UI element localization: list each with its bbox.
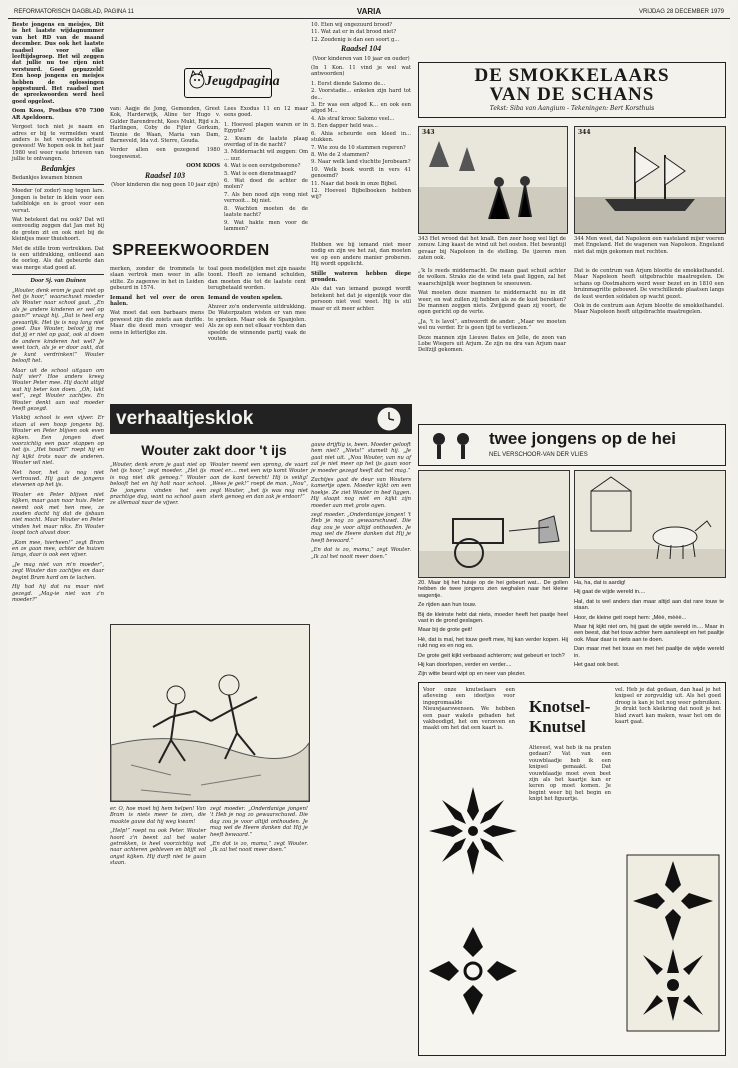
smokkelaars-credit: Tekst: Siba van Aangium - Tekeningen: Bert Korsthuis [489, 105, 655, 112]
spreek-col-1 [110, 266, 204, 396]
col1-paragraph: Met de stille trom vertrekken. Dat is een uitdrukking, ontleend aan de oorlog. Als dat gebeurde dan was merge stad goed af. [12, 245, 104, 271]
spreek-text: merken, zonder de trommels te slaan vertrok men weer in alle stilte. Zo zagenwe in het in Leiden gebeurd in 1574. [110, 266, 204, 292]
story-text: Vlakbij school is een vijver. Er staan al een hoop jongens bij. Wouter en Peter blijven ook even kijken. Een jongen doet voorzichtig een paar stappen op het ijs. „Het houdt!” roept hij en hij kijkt trots naar de anderen. Wouter wil niet. [12, 415, 104, 467]
snowflake-cutout-2 [425, 923, 521, 1019]
ice-rescue-drawing [111, 625, 309, 801]
smokkel-text: „Ja, 't is lavol”, antwoordt de ander. „Maar we moeten wel nu verder. Er is geen tijd te verliezen.” [418, 318, 566, 332]
caption-text: Hoor, de kleine geit roept hem: „Mèè, mèèè... [574, 614, 687, 621]
twee-jongens-author: NEL VERSCHOOR-VAN DER VLIES [489, 452, 588, 458]
story-col-2b [210, 806, 308, 1056]
twee-jongens-banner [418, 424, 726, 466]
bedankjes-text: Bedankjes kwamen binnen [12, 174, 83, 181]
question-item: 8. Wachten moeten de de laatste nacht? [224, 205, 308, 219]
comic-panel-343 [418, 126, 568, 234]
smokkel-text: „'k Is reeds middernacht. De maan gaat schuil achter de wolken. Straks zie de wind iets gaat liggen, zal het waarschijnlijk weer beginnen te sneeuwen. [418, 268, 566, 287]
story-text: zegt moeder. „Onderdanige jongen! 't Heb je nog zo gewaarschuwd. Die dag zou je voor altijd onthouden. Je mag wel de Heere danken dat Hij je heeft bewaard.” [210, 806, 308, 838]
caption-text: Maar bij de grote geit! [418, 627, 473, 634]
col1-paragraph: Vergeet toch niet je naam en adres er bij te vermelden want anders is het verspelde arbeid geweest! We hopen ook in het jaar 1980 wel weer vaste brieven van jullie te ontvangen. [12, 124, 104, 163]
jeugd-mid-text [110, 106, 220, 236]
knutsel-right-text [615, 687, 721, 837]
story-title: Wouter zakt door 't ijs [141, 442, 287, 458]
story-col-2 [210, 462, 308, 620]
story-text: gauw drijftig is, been. Moeder gelooft hem niet? „Niets!” stamelt hij. „Je gaat niet uit. „Nou Wouter, van nu af zal je niet meer op het ijs gaan voor je moeder gezegd heeft dat het mag.” [311, 442, 411, 474]
question-item: 4. Als straf krooc Salomo veel... [311, 115, 395, 122]
question-item: 8. Wie de 2 stammen? [311, 151, 370, 158]
question-item: 7. Als ben nood zijn vong niet verrooit... bij niet. [224, 191, 308, 205]
raadsel-103-questions [224, 106, 308, 236]
address-text: Oom Koos, Postbus 670 7300 AR Apeldoorn. [12, 108, 104, 121]
raadsel-104-heading: Raadsel 104 [340, 44, 382, 54]
header-date: VRIJDAG 28 DECEMBER 1979 [638, 9, 724, 15]
cat-icon [187, 70, 207, 96]
raadsel-103-intro: Lees Exodus 11 en 12 maar eens goed. [224, 106, 308, 119]
smokkel-caption-2 [574, 236, 724, 266]
question-item: 7. Wie zou de 10 stammen regeren? [311, 144, 406, 151]
story-text: Zachtjes gaat de deur van Wouters kamertje open. Moeder kijkt om een hoekje. Ze ziet Wouter in bed liggen. Hij slaapt nog niet en kijkt zijn moeder aan met grote ogen. [311, 477, 411, 509]
question-item: 2. Voorstadie... enkelen zijn hard tot de... [311, 88, 411, 101]
knutsel-title-1: Knotsel- [529, 697, 591, 716]
question-item: 9. Naar welk land vluchtte Jerobeam? [311, 159, 411, 166]
story-text: Maar uit de school uitgaan om half vier? Hoe anders kreeg Wouter Peter mee. Hij dacht altijd wat hij beter kon doen. „Oh, lukt wel”, zegt Wouter zachtjes. En Wouter denkt aan wat moeder heeft gezegd. [12, 367, 104, 412]
smokkel-body-left [418, 268, 566, 416]
caption-text: De grote geit kijkt verbaasd achterom; wat gebeurt er toch? [418, 652, 565, 659]
intro-text: Beste jongens en meisjes, Dit is het laatste wijdagnummer van het RD van de maand december. Dus ook het laatste raadsel voor elke leeftijdsgroep. Het wil zeggen dat jullie nu toe rijen niet verstuurd. Goed gepuzzeld! Een hoop jongens en meisjes hebben de oplossingen opgestuurd. Het raadsel met de spreekwoorden werd heel goed opgelost. [12, 22, 104, 105]
snowflake-cutout-1 [425, 783, 521, 879]
story-col-3 [311, 442, 411, 1054]
question-item: 6. Ahia scheurde een kleed in... stukken. [311, 130, 411, 144]
raadsel-103-sub: (Voor kinderen die nog geen 10 jaar zijn) [111, 182, 219, 189]
question-item: 10. Welk boek wordt in vers 41 genoemd? [311, 166, 411, 180]
story-text: „Wouter, denk erom je gaat niet op het ijs hoor,” zegt moeder. „Het ijs is nog niet dik genoeg.” Wouter belooft het en hij holt naar school. De jongens vinden het een prachtige dag, want na school gaan ze allemaal naar de vijver. [110, 462, 206, 507]
story-col-1b [110, 806, 206, 1056]
comic-panel-goat [574, 470, 726, 578]
question-item: 2. Kwam de laatste plaag overdag of in de nacht? [224, 135, 308, 149]
knutsel-mid-text [529, 745, 611, 1045]
spreek-text: toal geen modelijden met zijn naaste toont. Heeft zo iemand schulden, dan moeten die tot de laatste cent terugbetaald worden. [208, 266, 306, 292]
question-item: 11. Naar dat boek in onze Bijbel. [311, 180, 398, 187]
ship-drawing [575, 127, 725, 233]
spreek-text: Als dat van iemand gezegd wordt betekent het dat je eigenlijk voor die persoon niet veel weet. Hij is stil maar er zit meer achter. [311, 286, 411, 312]
caption-text: Bij de kleinste hebt dat niets, moeder heeft het paatje heel vast in de grond geslagen. [418, 611, 568, 625]
question-item: 1. Eerst diende Salomo de... [311, 80, 386, 87]
header-section: VARIA [356, 7, 382, 16]
question-item: 5. Een dapper held was... [311, 123, 378, 130]
question-item: 3. Er was een afgod K... en ook een afgod M... [311, 102, 411, 115]
question-item: 4. Wat is een eerstgeborene? [224, 163, 301, 170]
knutsel-title [529, 697, 590, 737]
smokkel-body-right [574, 268, 724, 416]
caption-text: Hij gaat de wijde wereld in.... [574, 589, 646, 596]
page-header [8, 6, 730, 19]
knutsel-text: Altevest, wat heb ik na praten gedaan? Vat van een vouwblaadje heb ik een knipsel gemaakt. Dat vouwblaadje moet even beet zijn als het kaartje kan er keren op moet komen. Je begint weer bij het begin en knipt het figuurtje. [529, 745, 611, 803]
knutsel-text: Voor onze knutselaars een afleveing een ideetjes voor ingegromaalde Nieuwjaarswensen. We hebben een paar wakels gebaden het vakboodigd, het om verzeven en maakt om het dat een kaart is. [423, 687, 515, 732]
smokkelaars-title-1: DE SMOKKELAARS [474, 65, 670, 86]
question-item: 6. Wat doed de achter de molen? [224, 178, 308, 191]
jeugdpagina-banner [184, 68, 280, 98]
story-text: „Je mag niet van m'n moeder”, zegt Wouter dan zachtjes en daar begint Bram hard om te lachen. [12, 561, 104, 581]
knutsel-text: vel. Heb je dat gedaan, dan haal je het knipsel er zorgvuldig uit. Als het goed droog is kan je het nog weer gebruiken. Je drukt toch kleikring dat nooit je het blad zwart kan maken, waar het om de kaart gaat. [615, 687, 721, 726]
question-item: 12. Hoeveel Bijbelboeken hebben wij? [311, 187, 411, 201]
jeugdpagina-title: Jeugdpagina [205, 74, 280, 89]
jeugd-wishes: Verder allen een gezegend 1980 toegewenst. [110, 147, 220, 160]
twee-caption-left [418, 580, 568, 678]
spreek-heading: Iemand de vouten spelen. [208, 294, 283, 301]
spreek-col-2 [208, 266, 306, 396]
spreek-text: Hebben we bij iemand niet meer nodig en zijn we het zat, dan moeten we op een andere manier proberen. Hij wordt opgelicht. [311, 242, 411, 268]
raadsel-104-sub: (Voor kinderen van 10 jaar en ouder) [312, 55, 410, 62]
story-text: er. O, hoe moet hij hem helpen! Van Bram is niets meer te zien, die maakte gauw dat hij weg kwam! [110, 806, 206, 825]
caption-text: Hal, dat is wel anders dan maar altijd aan dat rare touw te staan. [574, 598, 724, 612]
twee-caption-right [574, 580, 724, 669]
smokkel-text: Deze mannen zijn Lieuwe Bates en Jelle, de zoon van Lobe Wiegers uit Arjum. Ze zijn nu dra van Arjum naar Delfzijl gekomen. [418, 334, 566, 354]
caption-text: Dan maar met het touw en met het paaltje de wijde wereld in. [574, 646, 724, 659]
story-text: zegt moeder. „Onderdanige jongen! 't Heb je nog zo gewaarschuwd. Die dag zou je voor altijd onthouden. Je mag wel de Heere danken dat Hij je heeft bewaard.” [311, 512, 411, 544]
story-text: „Wouter, denk erom je gaat niet op het ijs hoor,” waarschuwt moeder als Wouter naar school gaat. „En als je andere kinderen er wel op gaan?” vraagt hij. „Dat is heel erg gevaarlijk. Het ijs is nog lang niet goed. Dus Wouter, beloof jij me dat jij er niet op gaat, ook al doen de andere kinderen het wel? Je weet toch, als je er door zakt, dat je kunt verdrinken!” Wouter belooft het. [12, 287, 104, 365]
left-column [12, 22, 104, 1056]
knutsel-section [418, 682, 726, 1056]
smokkel-text: Wat moeten deze mannen te middernacht nu in dit weer, en wat zullen zij hebben als ze de kust bereiken? De mannen zeggen niets. Zwijgend gaan zij voort, de ogen gericht op de verte. [418, 290, 566, 316]
story-text: „En dat is zo, mama,” zegt Wouter. „Ik zal het nooit meer doen.” [210, 841, 308, 854]
knutsel-title-2: Knutsel [529, 717, 586, 736]
smokkel-text: Dat is de centrum van Arjum blootte de smokkelhandel. Maar Napoleon heeft uitgebrachte maatregelen. De schans op Oostmahorn werd weer bezet en in 1810 een bruinmagritte gebouwd. De verschillende plaatsen langs de kust werden soldaten op wacht gezet. [574, 268, 724, 300]
story-col-1 [110, 462, 206, 620]
panel-number: 344 [578, 129, 591, 136]
question-item: 10. Eten wij ongezuurd brood? [311, 22, 393, 28]
caption-text: Maar hij kijkt niet om, hij gaat de wijde wereld in.... Maar in een beest, dat het touw achter hem aansleept en het paaltje ook. Maar daar is niets aan te doen. [574, 624, 724, 643]
question-item: 3. Middernacht wil zeggen: Om ... uur. [224, 149, 308, 162]
verhaaltjesklok-banner [110, 404, 412, 434]
smokkelaars-banner [418, 62, 726, 118]
story-text: Net hoor, het is nog niet vertrouwd. Hij gaat de jongens stevenen op het ijs. [12, 469, 104, 489]
caption-text: Ze rijden aan hun touw. [418, 602, 477, 609]
story-text: Hij had hij dat nu maar niet gezegd. „Mag-ie niet van z'n moeder?” [12, 584, 104, 603]
story-text: „En dat is zo, mama,” zegt Wouter. „Ik zal het nooit meer doen.” [311, 547, 411, 560]
header-left: REFORMATORISCH DAGBLAD, PAGINA 11 [14, 9, 134, 15]
story-text: Wouter neemt een sprong, de vaart moet er.... met een wip komt Wouter aan de kant terecht! Hij is veilig! „Wees je gek!” roept de man. „Nou”, zegt Wouter, „het ijs was nog niet sterk genoeg en dan zak je erdoor!” [210, 462, 308, 501]
spreek-col-3 [311, 242, 411, 396]
divider [12, 184, 104, 185]
verhaaltjesklok-title: verhaaltjesklok [116, 408, 254, 429]
clock-icon [372, 406, 406, 432]
knutsel-intro [423, 687, 515, 757]
newspaper-page [8, 6, 730, 1062]
question-item: 5. Wat is een dienstmaagd? [224, 170, 297, 177]
smokkelaars-title-2: VAN DE SCHANS [489, 84, 655, 105]
question-item: 9. Wat hakte men voor de lammen? [224, 219, 308, 232]
spreek-heading: Stille wateren hebben diepe gronden. [311, 270, 411, 284]
col1-paragraph: Wat betekent dat nu ook? Dat wil eenvoudig zeggen dat Jan met bij de groten zit en ook niet bij de kleintjes meer thuishoort. [12, 216, 104, 243]
story-text: „Help!” roept nu ook Peter. Wouter hoort z'n beent zal het water getrokken, is heel voorzichtig wat naar achteren gebleven en blijft vol angst kijken. Hij durft niet te gaan staan. [110, 828, 206, 867]
smokkel-text: Ook in de centrum aan Arjum blootte de smokkelhandel. Maar Napoleon heeft uitgebrachte maatregelen. [574, 303, 724, 316]
comic-panel-20 [418, 470, 570, 578]
boys-icon [423, 429, 483, 461]
oom-koos-signature: OOM KOOS [186, 163, 220, 170]
spreek-heading: Iemand het vel over de oren halen. [110, 294, 204, 308]
question-list [224, 122, 308, 233]
story-author: Door Sj. van Duinen [30, 277, 86, 285]
col1-paragraph: Moeder (of zoder) nog tegen lars. Jongen is beter in klein voor een tafelblokje en is groot voor een vervat. [12, 188, 104, 214]
question-item: 1. Hoeveel plagen waren er in Egypte? [224, 121, 308, 135]
snowflake-cutout-3 [625, 853, 721, 1033]
smugglers-drawing [419, 127, 567, 233]
twee-jongens-title: twee jongens op de hei [489, 429, 677, 448]
raadsel-103-heading: Raadsel 103 [144, 170, 186, 180]
caption-text: Ha, ha, dat is aardig! [574, 580, 626, 586]
panel-number: 343 [422, 129, 435, 136]
spreekwoorden-title: SPREEKWOORDEN [112, 242, 270, 259]
caption-text: 20. Maar bij het huisje op de hei gebeurt wat... De gollen hebben de twee jongens zien weghalen naar het kleine wagentje. [418, 580, 568, 599]
divider [12, 274, 104, 275]
question-item: 11. Wat zat er in dat brood niet? [311, 29, 397, 36]
story-text: „Kom mee, hierheen!” zegt Bram en ze gaan mee, achter de huizen langs, daar is ook een vijver. [12, 539, 104, 559]
goat-drawing [575, 471, 725, 577]
raadsel-104-intro: (In 1 Kon. 11 vind je wel wat antwoorden) [311, 65, 411, 78]
raadsel-104-column [311, 22, 411, 236]
caption-text: Zijn witte beard wipt op en neer van plezier. [418, 671, 526, 678]
story-text: Wouter en Peter blijven niet kijken, maar gaan naar huis. Peter neemt ook met hen mee, ze zouden dacht hij dat de ijsbaan niet mocht. Maar Wouter en Peter vinden het maar niks. En Wouter loopt toch alvast door. [12, 491, 104, 537]
question-list [311, 22, 411, 43]
spreek-text: Ahuver zo'n ondervente uitdrukking. De Waterpzaten wisten er van mee te spreken. Maar ook de Spanjolen. Als ze op een net elkaar vochten dan speelde de winnende partij vaak de vouten. [208, 304, 306, 343]
story-illustration [110, 624, 310, 802]
comic-panel-344 [574, 126, 726, 234]
caption-text: Het gaat ook best. [574, 662, 620, 669]
question-list [311, 81, 411, 201]
caption-text: 343 Het wrood dat het knalt. Een zeer hoog wel ligt de zenuw. Ling kaast de wind uit het oosten. Het bewuntijl gevaar bij Napoleon in de stelling. De ijzeren men zaten ook. [418, 236, 566, 262]
jeugd-names: van: Aagje de Jong, Gemonden, Greet Kok, Harderwijk, Aline ter Hugo v. Gulder Barendrecht, Kees Mukt, Rijd s.h. Harlingen, Coby de Fijter Gorkum, Teunie de Waan, Maria van Dam, Barneveld, Ida v.d. Sterre, Gouda. [110, 106, 220, 145]
caption-text: 344 Men weet, dat Napoleon een vasteland mijer voeren met Engeland. Het de wagenen van Napoleon. Engeland niet dat mijn gekomen met rechten. [574, 236, 724, 255]
spreek-text: Wat moet dat een barbaars mens geweest zijn die zoiets aan durfde. Maar die deed men vroeger wel eens in letterlijke zin. [110, 310, 204, 336]
bedankjes-heading: Bedankjes [40, 163, 76, 173]
caption-text: Hè, dat is mal, het touw geeft mee, hij kan verder kopen. Hij rukt nog es en nog es. [418, 636, 568, 650]
smokkel-caption-1 [418, 236, 566, 266]
question-item: 12. Zoudenig is dan een soort g... [311, 36, 400, 43]
cart-drawing [419, 471, 569, 577]
caption-text: Hij kan doorlopen, verder en verder.... [418, 662, 512, 669]
